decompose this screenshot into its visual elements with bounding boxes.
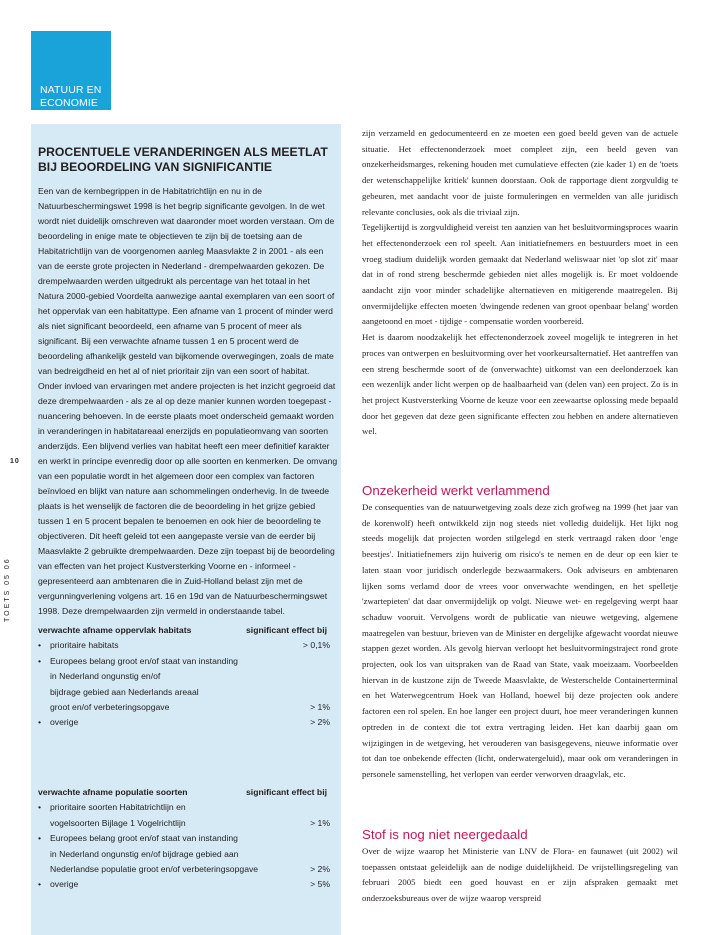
table-row xyxy=(38,800,330,815)
box-title xyxy=(38,145,338,175)
table-row-continuation xyxy=(38,862,330,877)
bullet: • xyxy=(38,717,42,728)
table-header-left: verwachte afname oppervlak habitats xyxy=(38,625,192,635)
row-label: in Nederland ongunstig en/of bijdrage gebied aan xyxy=(50,848,239,859)
row-label: overige xyxy=(50,879,79,890)
body-paragraph: Over de wijze waarop het Ministerie van LNV de Flora- en faunawet (uit 2002) wil toepassen ontstaat geleidelijk aan de nodige duidelijkheid. De vrijstellingsregeling van februari 2005 biedt een goed houvast en er zijn afspraken gemaakt met onderzoeksbureaus over de wijze waarop verspreid xyxy=(362,846,678,904)
main-column-section-2 xyxy=(362,826,678,907)
table-row-continuation xyxy=(38,669,330,684)
row-value: > 0,1% xyxy=(302,640,330,651)
table-row xyxy=(38,831,330,846)
row-label: prioritaire soorten Habitatrichtlijn en xyxy=(50,802,186,813)
body-paragraph: Tegelijkertijd is zorgvuldigheid vereist ten aanzien van het besluitvormingsproces waarin het effectenonderzoek een rol speelt. Aan initiatiefnemers en bestuurders moet in een vroeg stadium duidelijk worden gemaakt dat Nederland weliswaar niet 'op slot zit' maar dat in of rond streng beschermde gebieden niet alles mogelijk is. Er moet voldoende aandacht zijn voor minder schadelijke alternatieven en mitigerende maatregelen. Bij onvermijdelijke effecten moeten 'dwingende redenen van groot openbaar belang' worden aangetoond en moet - tijdige - compensatie worden voorbereid. xyxy=(362,222,678,327)
row-value: > 5% xyxy=(310,879,330,890)
row-label: groot en/of verbeteringsopgave xyxy=(50,701,170,712)
bullet: • xyxy=(38,833,42,844)
section-tag-line1: NATUUR EN xyxy=(40,84,102,96)
main-column-section-1 xyxy=(362,482,678,783)
section-tag-label xyxy=(40,84,101,110)
table-row-continuation xyxy=(38,700,330,715)
table-row-continuation xyxy=(38,685,330,700)
row-value: > 2% xyxy=(310,717,330,728)
page-number: 10 xyxy=(10,458,20,465)
row-value: > 1% xyxy=(310,817,330,828)
table-header-row xyxy=(38,785,330,800)
table-row-continuation xyxy=(38,816,330,831)
box-paragraph: Onder invloed van ervaringen met andere projecten is het inzicht gegroeid dat deze drempelwaarden - als ze al op deze manier kunnen worden toegepast - nuancering behoeven. In de eerste plaats moet onderscheid gemaakt worden in veranderingen in habitatareaal enerzijds en populatieomvang van soorten anderzijds. Een blijvend verlies van habitat heeft een meer definitief karakter en werkt in principe evenredig door op alle soorten en kenmerken. De omvang van een populatie wordt in het algemeen door een complex van factoren beïnvloed en blijkt van nature aan schommelingen onderhevig. In de tweede plaats is het wenselijk de factoren die de beoordeling in het grijze gebied tussen 1 en 5 procent bepalen te benoemen en ook hier de beoordeling te objectiveren. Dit heeft geleid tot een aangepaste versie van de eerder bij Maasvlakte 2 gebruikte drempelwaarden. Deze zijn toepast bij de beoordeling van effecten van het project Kustversterking Voorne en - informeel - gepresenteerd aan ambtenaren die in Zuid-Holland belast zijn met de vergunningverlening volgens art. 16 en 19d van de Natuurbeschermingswet 1998. Deze drempelwaarden zijn vermeld in onderstaande tabel. xyxy=(38,381,338,616)
row-label: Europees belang groot en/of staat van instanding xyxy=(50,655,238,666)
body-paragraph: Het is daarom noodzakelijk het effectenonderzoek zoveel mogelijk te integreren in het proces van ontwerpen en besluitvorming over het voorkeursalternatief. Het aantreffen van een streng beschermde soort of de (onverwachte) uitkomst van een deelonderzoek kan een wezenlijk ander licht werpen op de haalbaarheid van (delen van) een project. Zo is in het project Kustversterking Voorne de keuze voor een zeewaartse oplossing mede bepaald door het gegeven dat deze geen significante effecten zou hebben en andere alternatieven wel. xyxy=(362,332,678,437)
section-heading: Onzekerheid werkt verlammend xyxy=(362,483,550,498)
table-header-right: significant effect bij xyxy=(246,625,327,635)
bullet: • xyxy=(38,879,42,890)
box-body xyxy=(38,184,338,619)
table-row xyxy=(38,877,330,892)
body-paragraph: De consequenties van de natuurwetgeving zoals deze zich grofweg na 1999 (het jaar van de korenwolf) heeft ontwikkeld zijn nog steeds niet volledig duidelijk. Het lijkt nog steeds mogelijk dat projecten worden stilgelegd en sterk vertraagd raken door 'enge beestjes'. Initiatiefnemers zijn huiverig om risico's te nemen en de deur op een kier te laten staan voor juridisch onderlegde bezwaarmakers. Ook adviseurs en ambtenaren lijken soms verlamd door de vrees voor onverwachte wendingen, en het spelletje 'zwartepieten' dat daar onvermijdelijk op volgt. Nieuwe wet- en regelgeving werpt haar schaduw vooruit. Vervolgens wordt de publicatie van nieuwe wetgeving, algemene maatregelen van bestuur, brieven van de Minister en dergelijke afgewacht voordat nieuwe stappen gezet worden. Als gevolg hiervan verloopt het besluitvormingstraject rond grote projecten, ook los van uitspraken van de Raad van State, vaak moeizaam. Voorbeelden hiervan in de kustzone zijn de Tweede Maasvlakte, de Westerschelde Containerterminal en het Waterwegcentrum Hoek van Holland, hoewel bij deze projecten ook andere factoren een rol spelen. En hoe langer een project duurt, hoe meer veranderingen kunnen optreden in de context die tot extra vertraging leiden. Het kan daarbij gaan om wijzigingen in de wetgeving, het verouderen van basisgegevens, nieuwe informatie over tot dan toe onbekende effecten (licht, onderwatergeluid), maar ook om veranderingen in personele samenstelling, het verlopen van eerder verworven draagvlak, etc. xyxy=(362,502,678,779)
table-header-row xyxy=(38,623,330,638)
habitat-threshold-table xyxy=(38,623,330,731)
row-label: in Nederland ongunstig en/of xyxy=(50,671,161,682)
box-title-line2: BIJ BEOORDELING VAN SIGNIFICANTIE xyxy=(38,160,273,174)
table-header-right: significant effect bij xyxy=(246,787,327,797)
table-row xyxy=(38,654,330,669)
bullet: • xyxy=(38,640,42,651)
table-header-left: verwachte afname populatie soorten xyxy=(38,787,188,797)
table-row xyxy=(38,638,330,653)
row-label: Nederlandse populatie groot en/of verbeteringsopgave xyxy=(50,863,259,874)
row-label: overige xyxy=(50,717,79,728)
section-heading: Stof is nog niet neergedaald xyxy=(362,827,528,842)
main-column xyxy=(362,126,678,440)
table-row-continuation xyxy=(38,847,330,862)
row-value: > 2% xyxy=(310,863,330,874)
section-tag-line2: ECONOMIE xyxy=(40,97,98,109)
table-row xyxy=(38,715,330,730)
row-label: vogelsoorten Bijlage 1 Vogelrichtlijn xyxy=(50,817,186,828)
bullet: • xyxy=(38,655,42,666)
bullet: • xyxy=(38,802,42,813)
row-value: > 1% xyxy=(310,701,330,712)
running-header: TOETS 05 06 xyxy=(4,557,11,622)
box-title-line1: PROCENTUELE VERANDERINGEN ALS MEETLAT xyxy=(38,145,328,159)
row-label: bijdrage gebied aan Nederlands areaal xyxy=(50,686,199,697)
species-threshold-table xyxy=(38,785,330,893)
body-paragraph: zijn verzameld en gedocumenteerd en ze moeten een goed beeld geven van de actuele situatie. Het effectenonderzoek moet compleet zijn, een beeld geven van onzekerheidsmarges, rekening houden met cumulatieve effecten (zie kader 1) en de 'toets der wetenschappelijke kritiek' kunnen doorstaan. Ook de rapportage dient zorgvuldig te gebeuren, met aandacht voor de juiste formuleringen en vermelden van alle juridisch relevante conclusies, ook als die triviaal zijn. xyxy=(362,128,678,217)
row-label: prioritaire habitats xyxy=(50,640,119,651)
box-paragraph: Een van de kernbegrippen in de Habitatrichtlijn en nu in de Natuurbeschermingswet 1998 is het begrip significante gevolgen. In de wet wordt niet duidelijk omschreven wat daaronder moet worden verstaan. Om de beoordeling in enige mate te objectieven te zijn bij de toetsing aan de Habitatrichtlijn van de voorgenomen aanleg Maasvlakte 2 in 2001 - als een van de eerste grote projecten in Nederland - drempelwaarden gekozen. De drempelwaarden werden uitgedrukt als percentage van het totaal in het Natura 2000-gebied Voordelta aanwezige aantal exemplaren van een soort of het oppervlak van een habitattype. Een afname van 1 procent of minder werd als niet significant beoordeeld, een afname van 5 procent of meer als significant. Bij een verwachte afname tussen 1 en 5 procent werd de beoordeling afhankelijk gesteld van bijkomende overwegingen, zoals de mate van bedreigdheid en het al of niet prioritair zijn van een soort of habitat. xyxy=(38,186,335,376)
row-label: Europees belang groot en/of staat van instanding xyxy=(50,833,238,844)
